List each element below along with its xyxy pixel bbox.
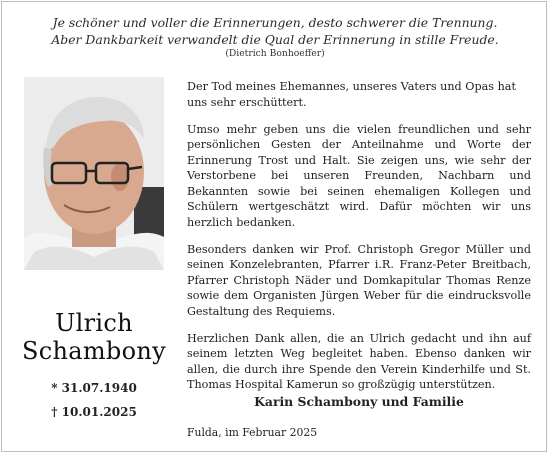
thanks-text bbox=[187, 79, 531, 404]
last-name: Schambony bbox=[22, 337, 166, 365]
deceased-name bbox=[16, 309, 172, 365]
place-date: Fulda, im Februar 2025 bbox=[187, 426, 318, 439]
first-name: Ulrich bbox=[55, 309, 133, 337]
paragraph-2: Umso mehr geben uns die vielen freundlichen und sehr persönlichen Gesten der Anteilnahme und Worte der Erinnerung Trost und Halt. Sie zeigen uns, wie sehr der Verstorbene bei unseren Freunden, Nachbarn und Bekannten sowie bei seinen ehemaligen Kollegen und Schülern wertgeschätzt wird. Dafür möchten wir uns herzlich bedanken. bbox=[187, 122, 531, 229]
motto-quote bbox=[0, 14, 550, 48]
motto-line-1: Je schöner und voller die Erinnerungen, desto schwerer die Trennung. bbox=[52, 15, 498, 30]
quote-source: (Dietrich Bonhoeffer) bbox=[225, 48, 325, 59]
portrait-photo bbox=[24, 77, 164, 270]
birth-date: * 31.07.1940 bbox=[51, 381, 137, 395]
family-signature: Karin Schambony und Familie bbox=[254, 394, 464, 409]
paragraph-4: Herzlichen Dank allen, die an Ulrich gedacht und ihn auf seinem letzten Weg begleitet haben. Ebenso danken wir allen, die durch ihre Spende den Verein Kinderhilfe und St. Thomas Hospital Kamerun so großzügig unterstützen. bbox=[187, 331, 531, 391]
motto-line-2: Aber Dankbarkeit verwandelt die Qual der Erinnerung in stille Freude. bbox=[51, 32, 499, 47]
paragraph-3: Besonders danken wir Prof. Christoph Gregor Müller und seinen Konzelebranten, Pfarrer i.R. Franz-Peter Breitbach, Pfarrer Christoph Näder und Domkapitular Thomas Renze sowie dem Organisten Jürgen Weber für die eindrucksvolle Gestaltung des Requiems. bbox=[187, 242, 531, 318]
paragraph-1: Der Tod meines Ehemannes, unseres Vaters und Opas hat uns sehr erschüttert. bbox=[187, 80, 516, 109]
portrait-image bbox=[24, 77, 164, 270]
death-date: † 10.01.2025 bbox=[51, 405, 137, 419]
